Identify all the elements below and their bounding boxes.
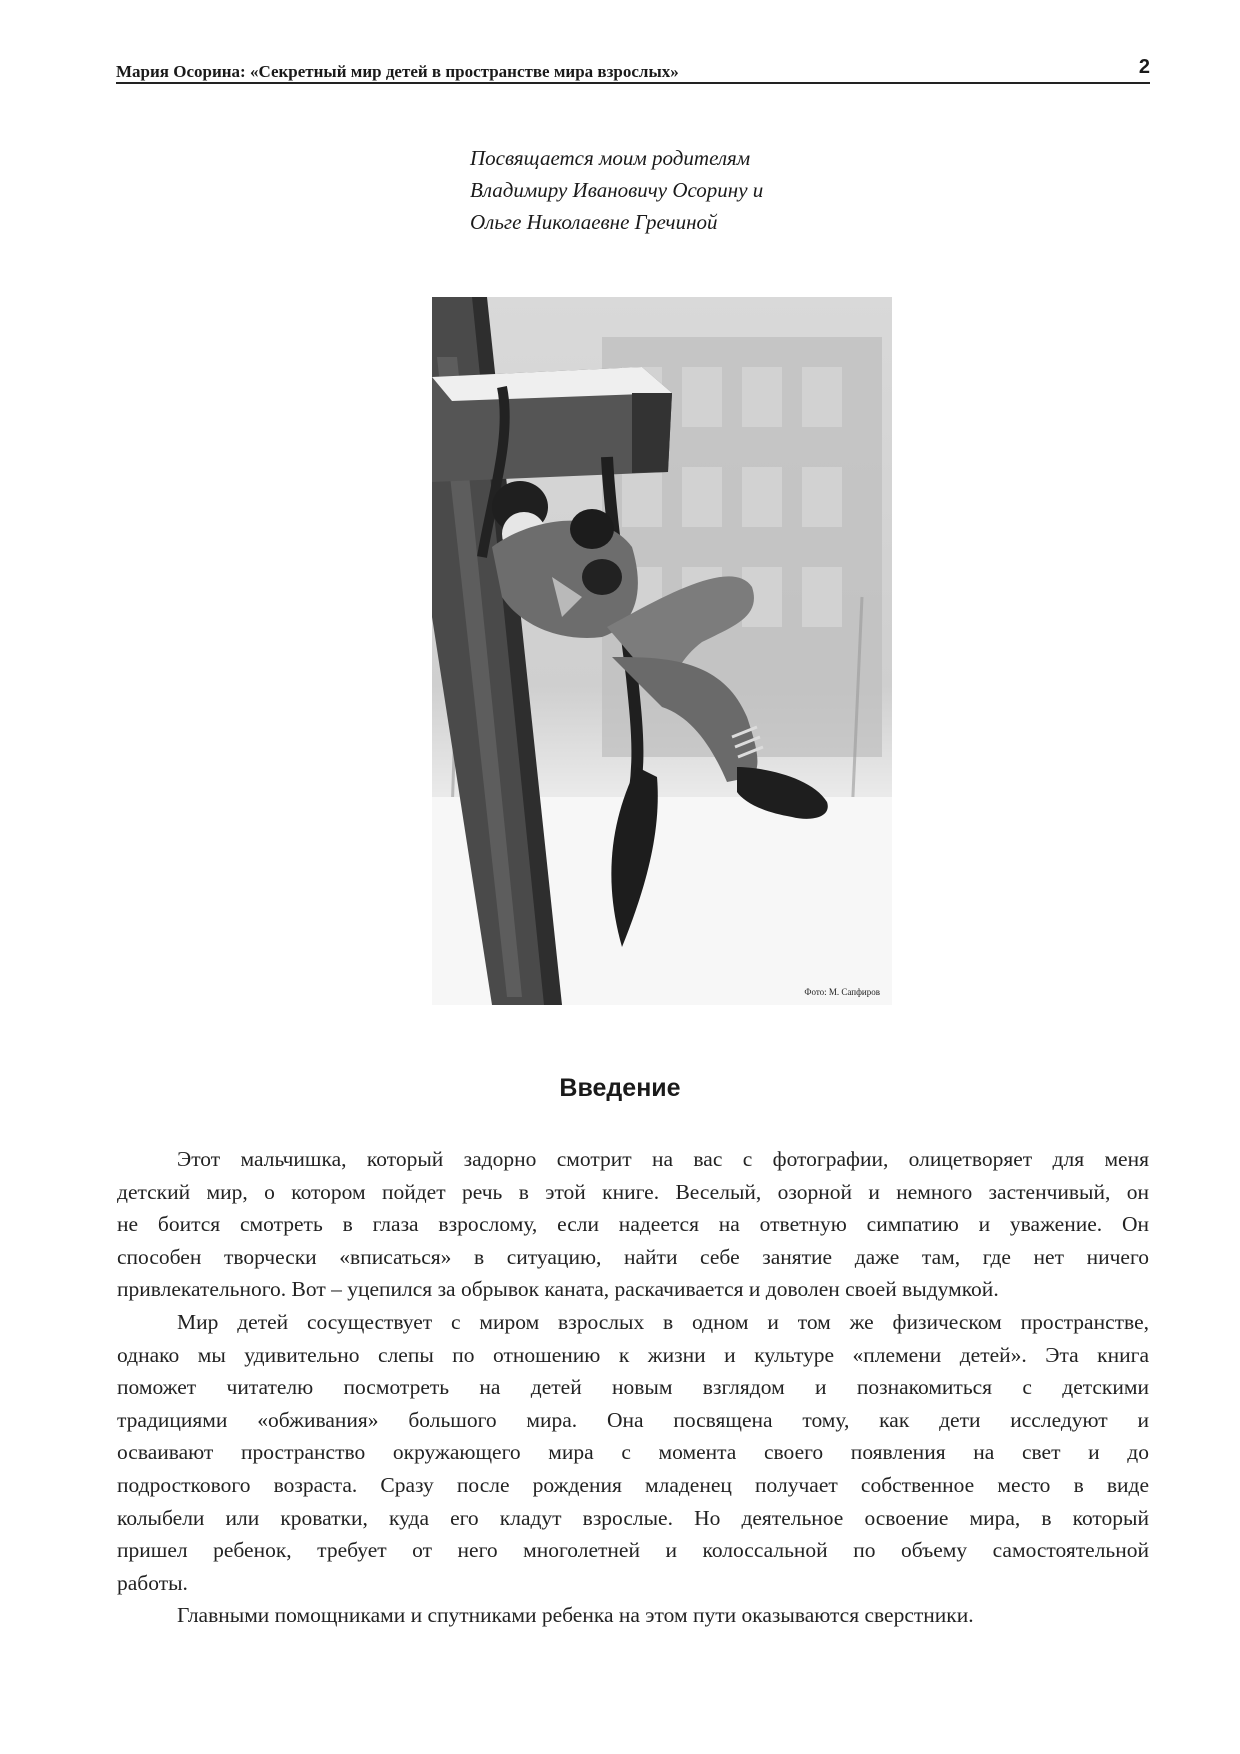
text-line: пришел ребенок, требует от него многолетней и колоссальной по объему самостоятельной (117, 1538, 1149, 1563)
text-line: детский мир, о котором пойдет речь в этой книге. Веселый, озорной и немного застенчивый, он (117, 1179, 1149, 1204)
dedication-line: Ольге Николаевне Гречиной (470, 210, 718, 234)
text-line: однако мы удивительно слепы по отношению к жизни и культуре «племени детей». Эта книга (117, 1342, 1149, 1367)
text-line: подросткового возраста. Сразу после рождения младенец получает собственное место в виде (117, 1472, 1149, 1497)
photo-illustration (432, 297, 892, 1005)
photo-credit: Фото: М. Сапфиров (804, 987, 880, 997)
text-line: поможет читателю посмотреть на детей новым взглядом и познакомиться с детскими (117, 1375, 1149, 1400)
text-line: не боится смотреть в глаза взрослому, если надеется на ответную симпатию и уважение. Он (117, 1212, 1149, 1237)
photo-boy-on-rope (432, 297, 892, 1005)
text-line: привлекательного. Вот – уцепился за обрывок каната, раскачивается и доволен своей выдумкой. (117, 1277, 999, 1302)
dedication (470, 142, 763, 238)
running-header (116, 54, 1150, 84)
book-title: Мария Осорина: «Секретный мир детей в пространстве мира взрослых» (116, 62, 679, 81)
text-line: колыбели или кроватки, куда его кладут взрослые. Но деятельное освоение мира, в который (117, 1505, 1149, 1530)
section-heading: Введение (559, 1074, 681, 1102)
text-line: работы. (117, 1570, 188, 1595)
text-line: способен творчески «вписаться» в ситуацию, найти себе занятие даже там, где нет ничего (117, 1244, 1149, 1269)
text-line: Главными помощниками и спутниками ребенка на этом пути оказываются сверстники. (177, 1603, 974, 1628)
text-line: осваивают пространство окружающего мира с момента своего появления на свет и до (117, 1440, 1149, 1465)
text-line: Мир детей сосуществует с миром взрослых в одном и том же физическом пространстве, (177, 1309, 1149, 1334)
text-line: традициями «обживания» большого мира. Она посвящена тому, как дети исследуют и (117, 1407, 1149, 1432)
dedication-line: Владимиру Ивановичу Осорину и (470, 178, 764, 202)
dedication-line: Посвящается моим родителям (470, 146, 751, 170)
text-line: Этот мальчишка, который задорно смотрит на вас с фотографии, олицетворяет для меня (177, 1147, 1149, 1171)
page-number: 2 (1138, 56, 1150, 78)
body-text (117, 1143, 1149, 1632)
